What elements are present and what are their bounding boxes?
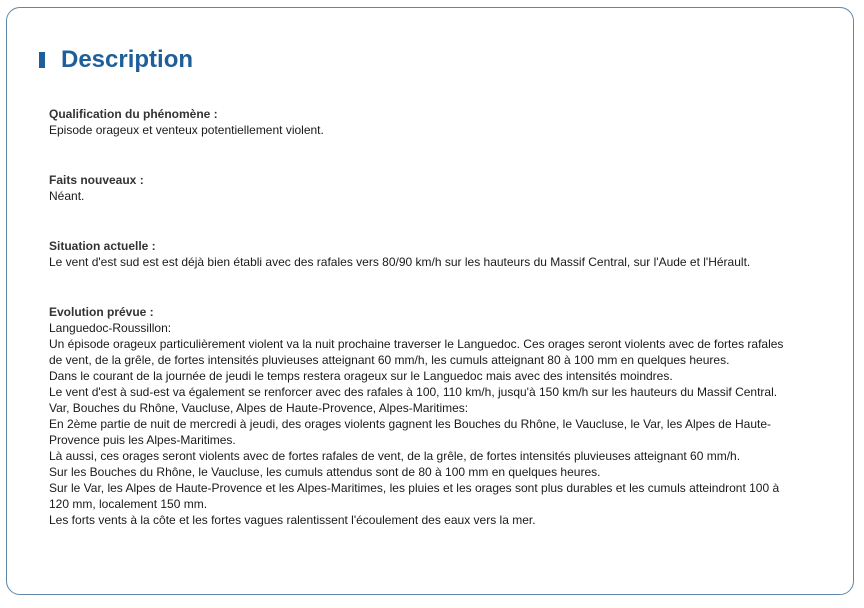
section-text: Episode orageux et venteux potentiellement violent. bbox=[49, 123, 324, 137]
section-faits-nouveaux bbox=[49, 172, 794, 204]
section-title: Qualification du phénomène : bbox=[49, 107, 218, 121]
page-title: Description bbox=[61, 46, 194, 73]
section-text: Dans le courant de la journée de jeudi le temps restera orageux sur le Languedoc mais avec des intensités moindres. bbox=[49, 369, 673, 383]
region-heading-provence: Var, Bouches du Rhône, Vaucluse, Alpes de Haute-Provence, Alpes-Maritimes: bbox=[49, 401, 469, 415]
section-evolution-prevue bbox=[49, 304, 794, 528]
section-title: Faits nouveaux : bbox=[49, 173, 144, 187]
section-text: Les forts vents à la côte et les fortes vagues ralentissent l'écoulement des eaux vers la mer. bbox=[49, 513, 536, 527]
section-qualification bbox=[49, 106, 794, 138]
section-text: Le vent d'est à sud-est va également se renforcer avec des rafales à 100, 110 km/h, jusqu'à 150 km/h sur les hauteurs du Massif Central. bbox=[49, 385, 778, 399]
section-text: Sur les Bouches du Rhône, le Vaucluse, les cumuls attendus sont de 80 à 100 mm en quelques heures. bbox=[49, 465, 601, 479]
panel-header bbox=[39, 46, 193, 74]
section-title: Situation actuelle : bbox=[49, 239, 156, 253]
region-heading-languedoc: Languedoc-Roussillon: bbox=[49, 321, 172, 335]
header-bar-icon bbox=[39, 52, 45, 68]
section-text: Là aussi, ces orages seront violents avec de fortes rafales de vent, de la grêle, de fortes intensités pluvieuses atteignant 60 mm/h. bbox=[49, 449, 741, 463]
section-text: En 2ème partie de nuit de mercredi à jeudi, des orages violents gagnent les Bouches du Rhône, le Vaucluse, le Var, les Alpes de Haute-Provence puis les Alpes-Maritimes. bbox=[49, 417, 771, 447]
description-content bbox=[49, 106, 794, 528]
section-text: Sur le Var, les Alpes de Haute-Provence et les Alpes-Maritimes, les pluies et les orages sont plus durables et les cumuls atteindront 100 à 120 mm, localement 150 mm. bbox=[49, 481, 780, 511]
section-title: Evolution prévue : bbox=[49, 305, 154, 319]
section-text: Néant. bbox=[49, 189, 85, 203]
section-text: Le vent d'est sud est est déjà bien établi avec des rafales vers 80/90 km/h sur les hauteurs du Massif Central, sur l'Aude et l'Hérault. bbox=[49, 255, 751, 269]
section-situation-actuelle bbox=[49, 238, 794, 270]
section-text: Un épisode orageux particulièrement violent va la nuit prochaine traverser le Languedoc. Ces orages seront violents avec de fortes rafales de vent, de la grêle, de fortes intensités pluvieuses atteignant 60 mm/h, les cumuls atteignant 80 à 100 mm en quelques heures. bbox=[49, 337, 784, 367]
